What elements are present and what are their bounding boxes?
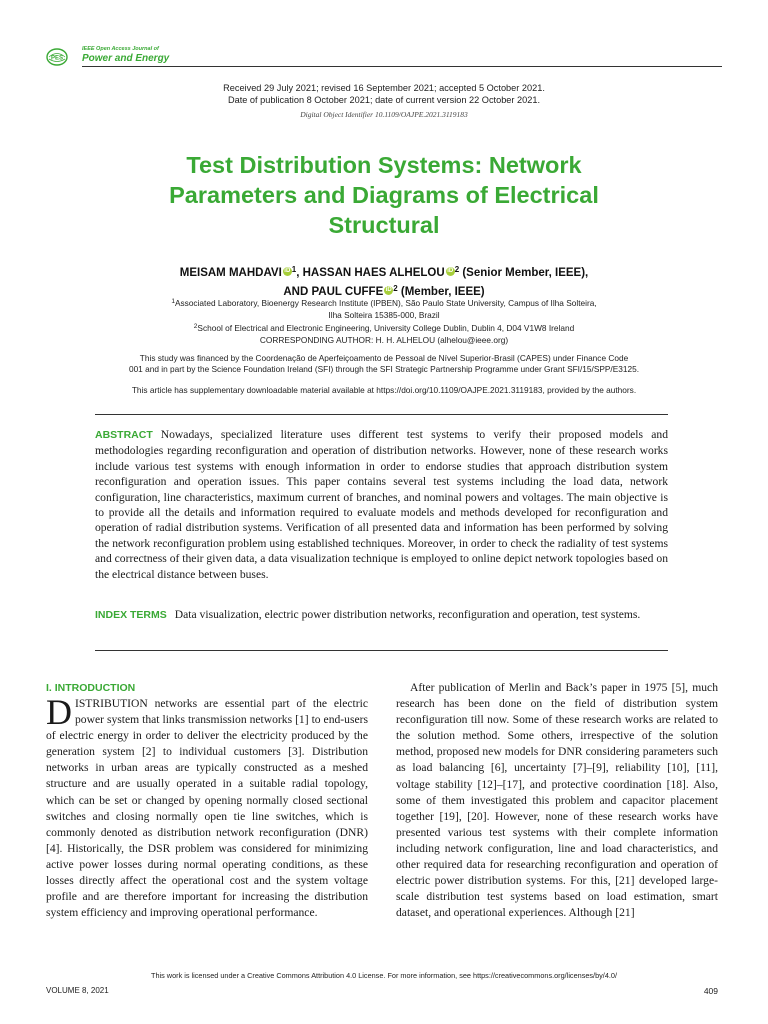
- author-3-role: (Member, IEEE): [397, 286, 485, 298]
- author-3-sup: 2: [393, 284, 398, 293]
- body-column-left: [46, 680, 368, 921]
- intro-left-text: ISTRIBUTION networks are essential part of the electric power system that links transmission networks [1] to end-users of electric energy in order to deliver the electricity produced by the generation system [2] to individual customers [3]. Distribution networks in urban areas are typically constructed as a meshed structure and are usually operated in a suitable radial topology, which can be set or changed by opening normally closed sectional switches and closing normally open tie line switches, which is commonly denoted as distribution network reconfiguration (DNR) [4]. Historically, the DSR problem was considered for minimizing active power losses during normal operating conditions, as these losses directly affect the operational cost and the system voltage profile and are therefore important for increasing the distribution system efficiency and improving operational performance.: [46, 697, 368, 920]
- volume-label: VOLUME 8, 2021: [46, 986, 109, 995]
- affiliation-1-line-1: Associated Laboratory, Bioenergy Research Institute (IPBEN), São Paulo State University, Campus of Ilha Solteira,: [174, 298, 597, 308]
- affiliation-1-line-2: Ilha Solteira 15385-000, Brazil: [328, 309, 440, 320]
- author-2-name: , HASSAN HAES ALHELOU: [296, 267, 445, 279]
- affiliation-2-line: School of Electrical and Electronic Engineering, University College Dublin, Dublin 4, D04 V1W8 Ireland: [197, 323, 575, 333]
- affiliation-2: [90, 321, 678, 335]
- abstract-label: ABSTRACT: [95, 429, 153, 441]
- paper-title: Test Distribution Systems: Network Parameters and Diagrams of Electrical Structural: [169, 152, 599, 238]
- dates-line-1: Received 29 July 2021; revised 16 September 2021; accepted 5 October 2021.: [223, 83, 545, 93]
- author-1-name: MEISAM MAHDAVI: [179, 267, 282, 279]
- affiliations: [90, 296, 678, 346]
- index-terms: [95, 607, 668, 623]
- index-terms-text: Data visualization, electric power distribution networks, reconfiguration and operation, test systems.: [174, 608, 641, 621]
- doi[interactable]: Digital Object Identifier 10.1109/OAJPE.2021.3119183: [300, 110, 468, 119]
- author-1-sup: 1: [291, 265, 297, 274]
- drop-cap: D: [46, 692, 72, 732]
- affiliation-2-sup: 2: [193, 323, 198, 330]
- ieee-pes-logo-icon: [46, 48, 68, 66]
- funding-line-2: 001 and in part by the Science Foundation Ireland (SFI) through the SFI Strategic Partnership Programme under Grant SFI/15/SPP/E3125.: [128, 364, 640, 374]
- abstract-text: Nowadays, specialized literature uses different test systems to verify their proposed models and methodologies regarding reconfiguration and operation of distribution networks. However, none of these research works include various test systems with enough information in order to endorse studies that approach distribution system reconfiguration and operation issues. This paper contains several test systems including the load data, network configuration, line characteristics, maximum current of branches, and nominal powers and voltages. The main objective is to provide all the details and information required to evaluate models and methods developed for reconfiguration and operation of radial distribution systems. Verification of all presented data and information has been performed by solving the network reconfiguration problem using established techniques. Moreover, in order to check the radiality of test systems and correctness of their given data, a data visualization technique is employed to online depict network topologies based on the electrical distance between buses.: [95, 428, 668, 581]
- intro-right-text: After publication of Merlin and Back’s paper in 1975 [5], much research has been done on the field of distribution system reconfiguration till now. Some of these research works are related to the solution method. Some others, irrespective of the solution method, proposed new models for DNR considering parameters such as load balancing [6], uncertainty [7]–[9], reliability [10], [11], voltage stability [12]–[17], and protective coordination [18]. Also, some of them investigated this problem and capacitor placement together [19], [20]. However, none of these research works have presented various test systems with their complete information including network configuration, line and load characteristics, and other required data for researching reconfiguration and operation of electric power distribution systems. For this, [21] developed large-scale distribution test systems based on load estimation, smart dataset, and operational experiences. Although [21]: [396, 681, 718, 920]
- journal-name: Power and Energy: [82, 53, 170, 64]
- body-column-right: [396, 680, 718, 921]
- section-heading-introduction: I. INTRODUCTION: [46, 682, 136, 694]
- abstract-top-rule: [95, 414, 668, 415]
- funding-line-1: This study was financed by the Coordenação de Aperfeiçoamento de Pessoal de Nível Superior-Brasil (CAPES) under Finance Code: [139, 353, 629, 363]
- page-number: 409: [703, 986, 718, 996]
- funding-statement: [90, 353, 678, 375]
- journal-small-title: IEEE Open Access Journal of: [82, 46, 159, 52]
- logo-text: PES: [50, 55, 64, 62]
- index-terms-label: INDEX TERMS: [95, 609, 167, 621]
- author-3-name: AND PAUL CUFFE: [283, 286, 384, 298]
- author-2-sup: 2: [454, 265, 460, 274]
- corresponding-author: CORRESPONDING AUTHOR: H. H. ALHELOU (alhelou@ieee.org): [259, 334, 509, 345]
- affiliation-1: [90, 296, 678, 310]
- license-notice[interactable]: This work is licensed under a Creative Commons Attribution 4.0 License. For more information, see https://creativecommons.org/licenses/by/4.0/: [151, 971, 617, 980]
- abstract-bottom-rule: [95, 650, 668, 651]
- orcid-icon[interactable]: iD: [385, 287, 392, 293]
- journal-header: [46, 46, 722, 68]
- intro-paragraph-1: [46, 692, 368, 921]
- orcid-icon[interactable]: iD: [447, 268, 454, 274]
- orcid-icon[interactable]: iD: [284, 268, 291, 274]
- abstract: [95, 427, 668, 582]
- supplementary-note: This article has supplementary downloadable material available at https://doi.org/10.1109/OAJPE.2021.3119183, provided by the authors.: [131, 385, 637, 395]
- dates-line-2: Date of publication 8 October 2021; date of current version 22 October 2021.: [227, 95, 541, 105]
- publication-dates: [0, 82, 768, 106]
- affiliation-1-sup: 1: [171, 298, 175, 305]
- header-rule: [82, 66, 722, 67]
- author-list: [90, 262, 678, 300]
- author-2-role: (Senior Member, IEEE),: [459, 267, 589, 279]
